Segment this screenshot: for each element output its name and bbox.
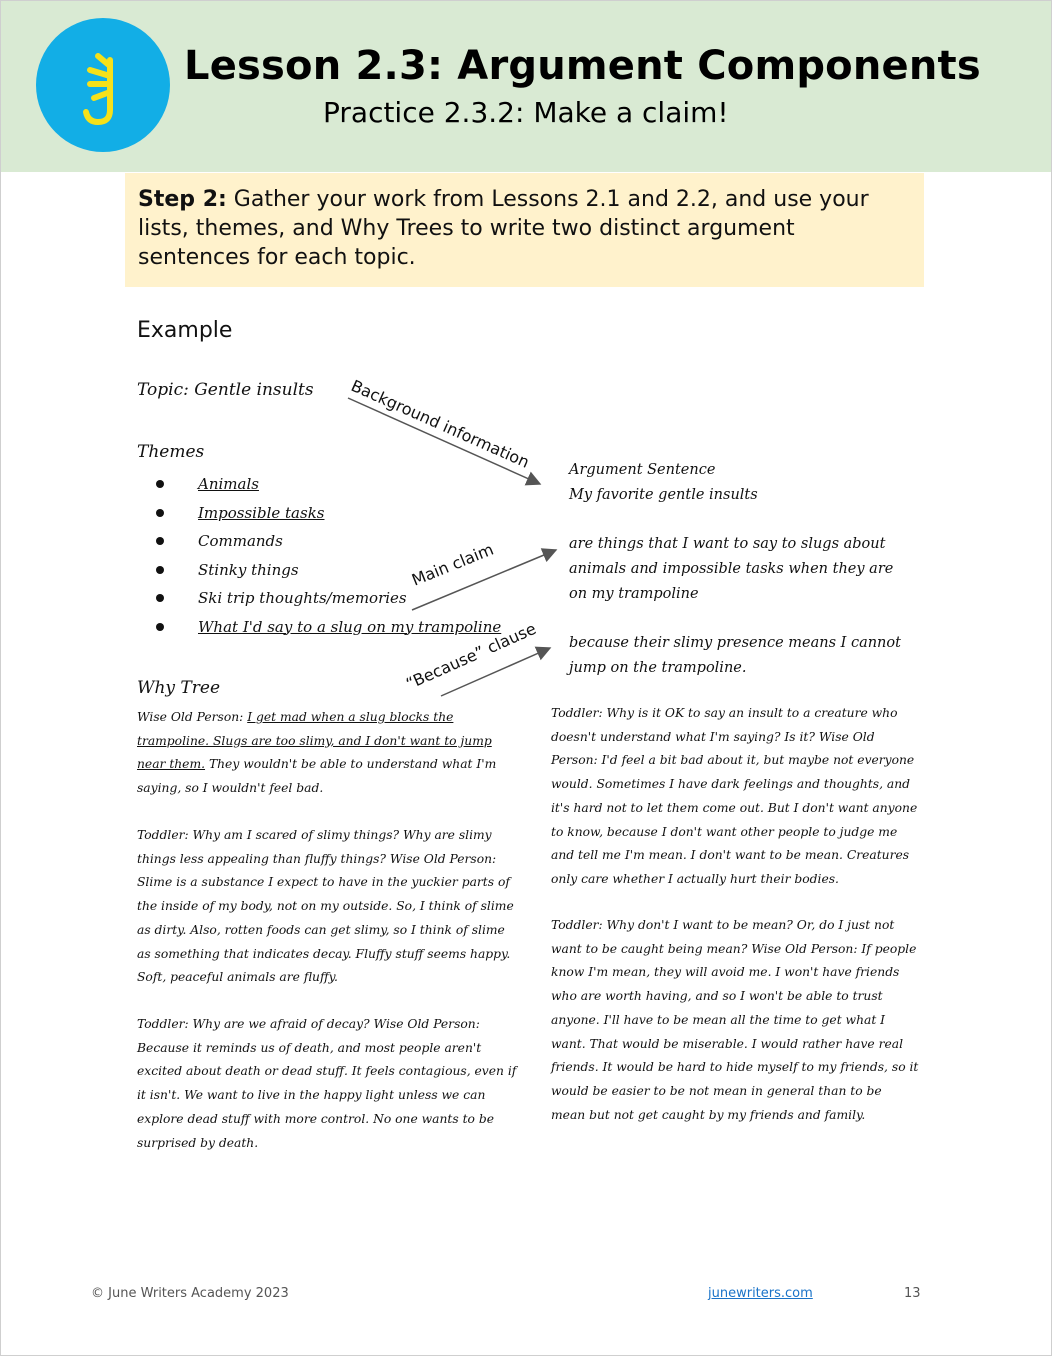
background-arrow-label: Background information	[348, 376, 533, 472]
themes-label: Themes	[137, 442, 205, 462]
theme-text: Stinky things	[198, 560, 299, 579]
step-body: Gather your work from Lessons 2.1 and 2.2, and use your lists, themes, and Why Trees to write two distinct argument sentences for each topic.	[138, 187, 869, 270]
theme-text: Commands	[198, 532, 283, 550]
page-subtitle: Practice 2.3.2: Make a claim!	[323, 96, 729, 129]
argument-background: My favorite gentle insults	[569, 487, 758, 503]
page-number: 13	[904, 1286, 921, 1301]
main-claim-arrow-label: Main claim	[409, 539, 497, 590]
argument-heading-block	[569, 458, 914, 508]
why-tree-left-p2: Toddler: Why am I scared of slimy things? Why are slimy things less appealing than fluffy things? Wise Old Person: Slime is a substance I expect to have in the yuckier parts of the inside of my body, not on my outside. So, I think of slime as dirty. Also, rotten foods can get slimy, so I think of slime as something that indicates decay. Fluffy stuff seems happy. Soft, peaceful animals are fluffy.	[137, 828, 514, 985]
argument-heading: Argument Sentence	[569, 462, 716, 478]
why-tree-label: Why Tree	[137, 678, 221, 698]
why-tree-left-p3: Toddler: Why are we afraid of decay? Wise Old Person: Because it reminds us of death, and most people aren't excited about death or dead stuff. It feels contagious, even if it isn't. We want to live in the happy light unless we can explore dead stuff with more control. No one wants to be surprised by death.	[137, 1017, 517, 1150]
because-arrow-label: “Because” clause	[403, 618, 539, 694]
answer-continuation: They wouldn't be able to understand what I'm saying, so I wouldn't feel bad.	[137, 757, 497, 796]
underlined-answer: I get mad when a slug blocks the trampoline. Slugs are too slimy, and I don't want to jump near them.	[137, 710, 492, 772]
theme-text: What I'd say to a slug on my trampoline	[198, 617, 502, 636]
argument-main-claim: are things that I want to say to slugs about animals and impossible tasks when they are on my trampoline	[569, 536, 894, 602]
why-tree-right-p2: Toddler: Why don't I want to be mean? Or, do I just not want to be caught being mean? Wise Old Person: If people know I'm mean, they will avoid me. I won't have friends who are worth having, and so I won't be able to trust anyone. I'll have to be mean all the time to get what I want. That would be miserable. I would rather have real friends. It would be hard to hide myself to my friends, so it would be easier to be not mean in general than to be mean but not get caught by my friends and family.	[551, 918, 919, 1122]
why-tree-right-p1: Toddler: Why is it OK to say an insult to a creature who doesn't understand what I'm saying? Is it? Wise Old Person: I'd feel a bit bad about it, but maybe not everyone would. Sometimes I have dark feelings and thoughts, and it's hard not to let them come out. But I don't want anyone to know, because I don't want other people to judge me and tell me I'm mean. I don't want to be mean. Creatures only care whether I actually hurt their bodies.	[551, 706, 918, 886]
topic-line: Topic: Gentle insults	[137, 380, 314, 400]
theme-text: Animals	[198, 475, 259, 493]
footer-website-link[interactable]: junewriters.com	[708, 1286, 813, 1301]
speaker-label: Wise Old Person:	[137, 710, 248, 724]
argument-because-clause: because their slimy presence means I cannot jump on the trampoline.	[569, 635, 901, 676]
theme-text: Impossible tasks	[198, 503, 325, 522]
theme-text: Ski trip thoughts/memories	[198, 589, 407, 607]
why-tree-left-p1	[137, 706, 522, 801]
step-label: Step 2:	[138, 187, 227, 212]
background-arrow	[348, 398, 540, 484]
example-heading: Example	[137, 318, 233, 343]
page-title: Lesson 2.3: Argument Components	[184, 43, 981, 89]
footer-copyright: © June Writers Academy 2023	[91, 1286, 289, 1301]
